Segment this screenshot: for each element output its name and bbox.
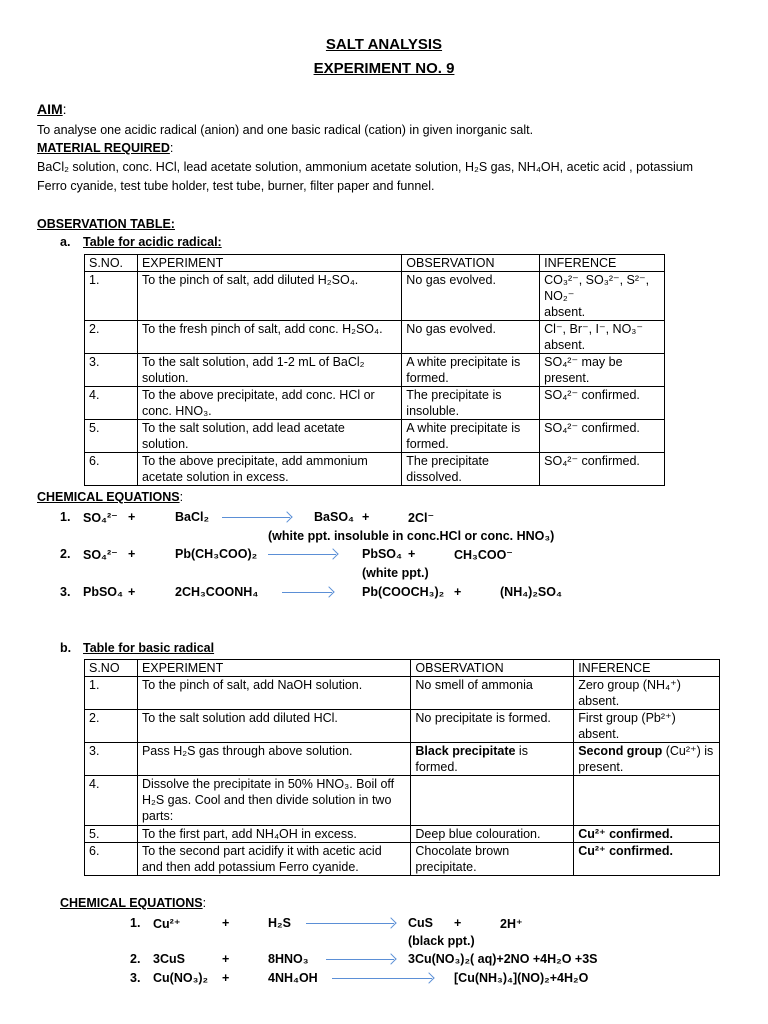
reaction-arrow	[326, 959, 394, 960]
table-row	[85, 420, 665, 453]
experiment-cell: To the above precipitate, add conc. HCl or conc. HNO₃.	[137, 387, 401, 420]
inference-cell: SO₄²⁻ confirmed.	[540, 453, 665, 486]
acidic-radical-table	[84, 254, 665, 486]
reaction-arrow	[332, 978, 432, 979]
table-row	[85, 743, 720, 776]
basic-table-heading: Table for basic radical	[83, 641, 215, 655]
basic-table-marker: b.	[60, 641, 72, 655]
column-header: OBSERVATION	[402, 255, 540, 272]
table-row	[85, 843, 720, 876]
inference-cell: Cl⁻, Br⁻, I⁻, NO₃⁻ absent.	[540, 321, 665, 354]
sno-cell: 6.	[85, 843, 138, 876]
sno-cell: 1.	[85, 272, 138, 321]
observation-cell: Black precipitate is formed.	[411, 743, 574, 776]
inference-cell: SO₄²⁻ confirmed.	[540, 420, 665, 453]
column-header: S.NO	[85, 660, 138, 677]
inference-cell: CO₃²⁻, SO₃²⁻, S²⁻, NO₂⁻ absent.	[540, 272, 665, 321]
table-row	[85, 826, 720, 843]
experiment-cell: Dissolve the precipitate in 50% HNO₃. Boil off H₂S gas. Cool and then divide solution in two parts:	[137, 776, 410, 826]
reaction-arrow	[306, 923, 394, 924]
experiment-cell: To the second part acidify it with acetic acid and then add potassium Ferro cyanide.	[137, 843, 410, 876]
sno-cell: 1.	[85, 677, 138, 710]
aim-colon: :	[62, 101, 67, 117]
aim-text: To analyse one acidic radical (anion) and one basic radical (cation) in given inorganic salt.	[37, 123, 534, 137]
sno-cell: 5.	[85, 420, 138, 453]
equations-heading-basic: CHEMICAL EQUATIONS:	[60, 896, 207, 910]
experiment-number: EXPERIMENT NO. 9	[313, 60, 455, 77]
reaction-arrow	[282, 592, 332, 593]
inference-cell: SO₄²⁻ confirmed.	[540, 387, 665, 420]
observation-cell: Chocolate brown precipitate.	[411, 843, 574, 876]
table-row	[85, 677, 720, 710]
reaction-arrow	[222, 517, 290, 518]
materials-heading	[37, 141, 173, 155]
observation-cell: No smell of ammonia	[411, 677, 574, 710]
table-row	[85, 776, 720, 826]
observation-cell: No precipitate is formed.	[411, 710, 574, 743]
observation-cell	[411, 776, 574, 826]
page-title: SALT ANALYSIS	[325, 36, 443, 53]
experiment-cell: To the salt solution, add 1-2 mL of BaCl₂ solution.	[137, 354, 401, 387]
column-header: S.NO.	[85, 255, 138, 272]
inference-cell: SO₄²⁻ may be present.	[540, 354, 665, 387]
experiment-cell: Pass H₂S gas through above solution.	[137, 743, 410, 776]
sno-cell: 3.	[85, 743, 138, 776]
inference-cell: Zero group (NH₄⁺) absent.	[574, 677, 720, 710]
column-header: INFERENCE	[574, 660, 720, 677]
sno-cell: 2.	[85, 710, 138, 743]
sno-cell: 4.	[85, 387, 138, 420]
equations-heading-acidic: CHEMICAL EQUATIONS:	[37, 490, 184, 504]
sno-cell: 4.	[85, 776, 138, 826]
materials-line-1: BaCl₂ solution, conc. HCl, lead acetate solution, ammonium acetate solution, H₂S gas, NH₄OH, acetic acid , potassium	[37, 160, 694, 174]
acidic-table-marker: a.	[60, 235, 71, 249]
acidic-table-heading: Table for acidic radical:	[83, 235, 222, 249]
inference-cell: Second group (Cu²⁺) is present.	[574, 743, 720, 776]
observation-cell: The precipitate dissolved.	[402, 453, 540, 486]
sno-cell: 6.	[85, 453, 138, 486]
table-row	[85, 387, 665, 420]
inference-cell	[574, 776, 720, 826]
materials-colon: :	[169, 141, 174, 155]
table-row	[85, 272, 665, 321]
experiment-cell: To the salt solution add diluted HCl.	[137, 710, 410, 743]
table-row	[85, 453, 665, 486]
experiment-cell: To the above precipitate, add ammonium acetate solution in excess.	[137, 453, 401, 486]
table-header-row	[85, 255, 665, 272]
experiment-cell: To the pinch of salt, add diluted H₂SO₄.	[137, 272, 401, 321]
sno-cell: 2.	[85, 321, 138, 354]
table-row	[85, 710, 720, 743]
observation-cell: A white precipitate is formed.	[402, 354, 540, 387]
materials-line-2: Ferro cyanide, test tube holder, test tube, burner, filter paper and funnel.	[37, 179, 435, 193]
observation-cell: No gas evolved.	[402, 272, 540, 321]
aim-label: AIM	[37, 101, 63, 117]
aim-heading	[37, 101, 67, 117]
experiment-cell: To the pinch of salt, add NaOH solution.	[137, 677, 410, 710]
sno-cell: 3.	[85, 354, 138, 387]
table-row	[85, 354, 665, 387]
column-header: EXPERIMENT	[137, 660, 410, 677]
sno-cell: 5.	[85, 826, 138, 843]
column-header: INFERENCE	[540, 255, 665, 272]
inference-cell: Cu²⁺ confirmed.	[574, 843, 720, 876]
inference-cell: Cu²⁺ confirmed.	[574, 826, 720, 843]
table-header-row	[85, 660, 720, 677]
observation-cell: The precipitate is insoluble.	[402, 387, 540, 420]
experiment-cell: To the fresh pinch of salt, add conc. H₂SO₄.	[137, 321, 401, 354]
materials-label: MATERIAL REQUIRED	[37, 141, 170, 155]
observation-cell: A white precipitate is formed.	[402, 420, 540, 453]
observation-cell: Deep blue colouration.	[411, 826, 574, 843]
experiment-cell: To the salt solution, add lead acetate solution.	[137, 420, 401, 453]
reaction-arrow	[268, 554, 336, 555]
observation-table-heading: OBSERVATION TABLE:	[37, 217, 175, 231]
basic-radical-table	[84, 659, 720, 876]
observation-cell: No gas evolved.	[402, 321, 540, 354]
inference-cell: First group (Pb²⁺) absent.	[574, 710, 720, 743]
table-row	[85, 321, 665, 354]
column-header: OBSERVATION	[411, 660, 574, 677]
column-header: EXPERIMENT	[137, 255, 401, 272]
experiment-cell: To the first part, add NH₄OH in excess.	[137, 826, 410, 843]
